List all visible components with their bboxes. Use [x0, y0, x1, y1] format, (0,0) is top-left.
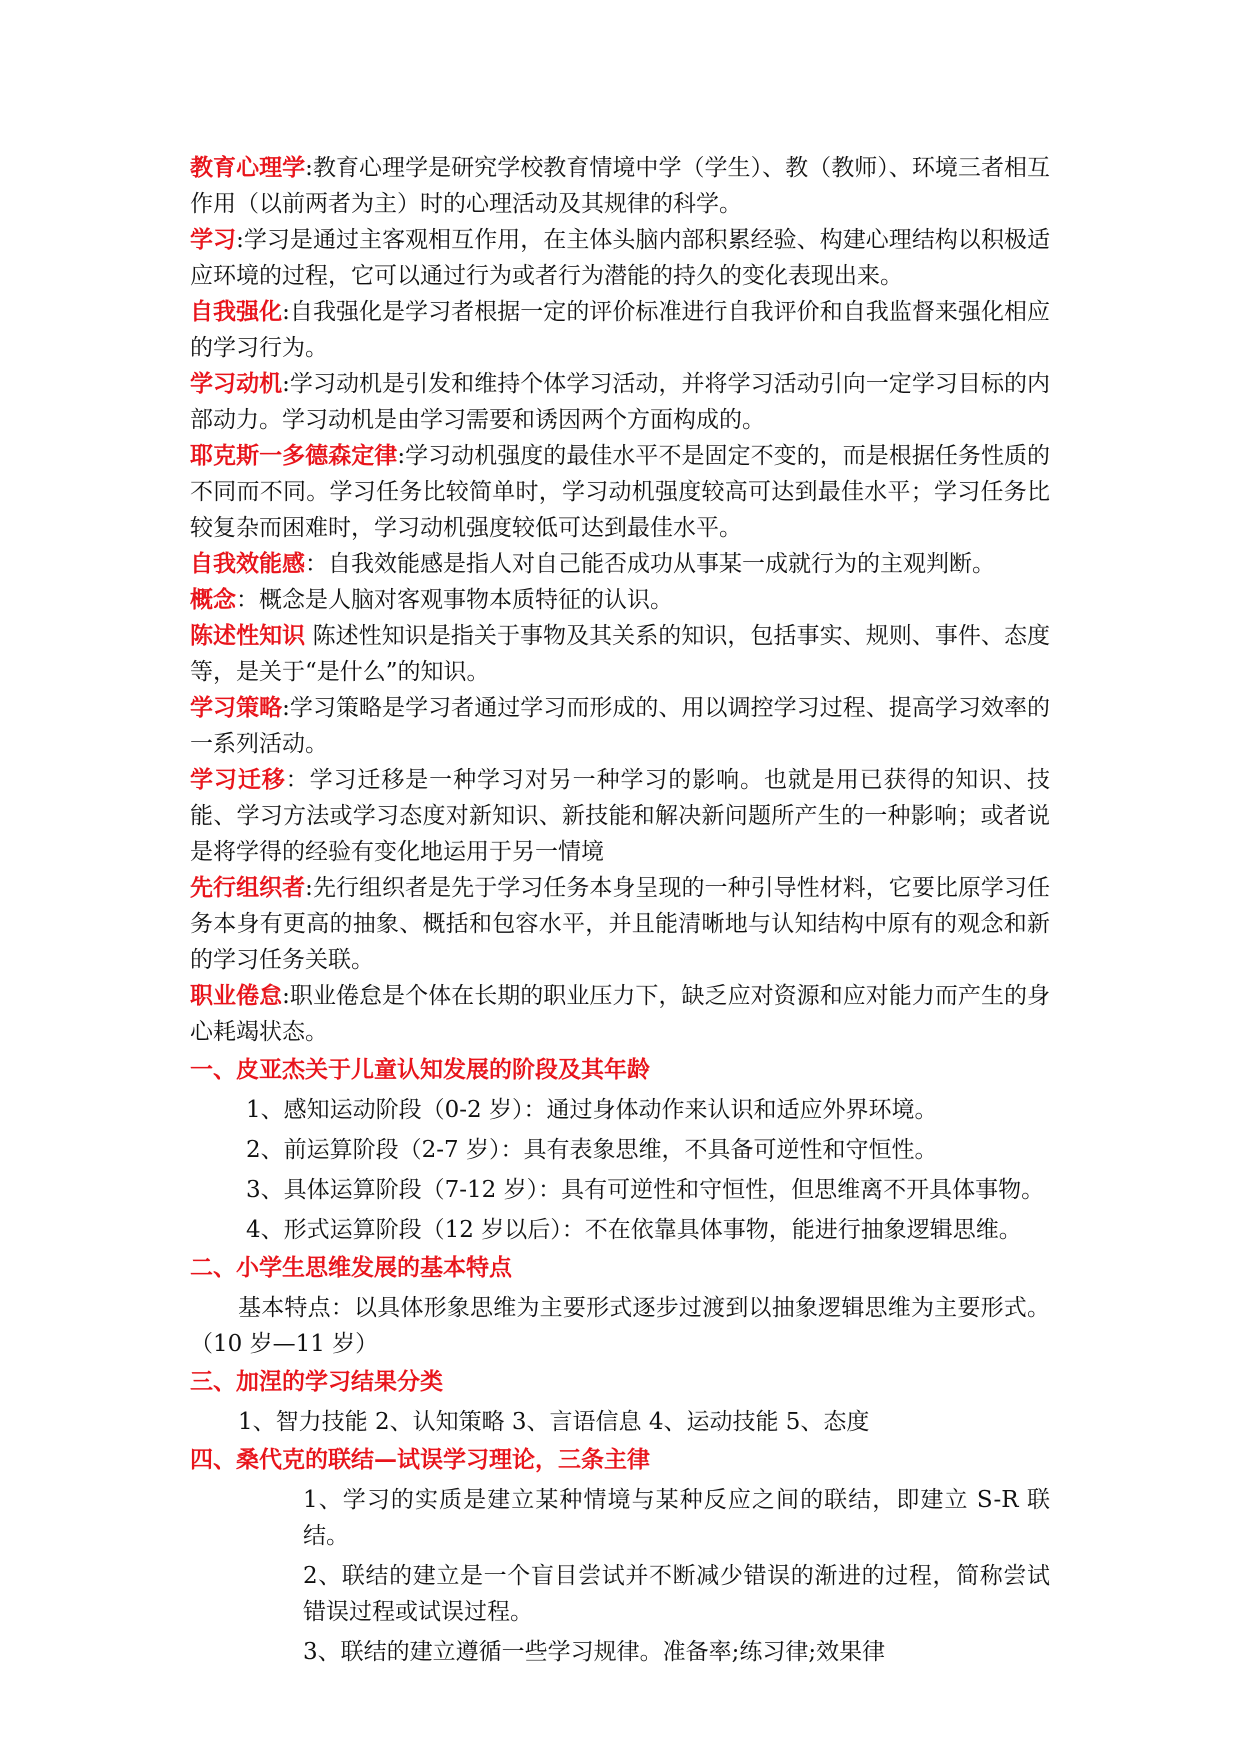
list-item: 4、形式运算阶段（12 岁以后）：不在依靠具体事物，能进行抽象逻辑思维。 [246, 1217, 1022, 1243]
definition-term: 自我强化 [190, 298, 283, 325]
definition-entry [190, 222, 1050, 294]
list-item: 2、联结的建立是一个盲目尝试并不断减少错误的渐进的过程，简称尝试错误过程或试误过程。 [303, 1563, 1050, 1625]
definition-term: 耶克斯一多德森定律 [190, 442, 398, 469]
definition-text: 学习动机强度的最佳水平不是固定不变的，而是根据任务性质的不同而不同。学习任务比较简单时，学习动机强度较高可达到最佳水平；学习任务比较复杂而困难时，学习动机强度较低可达到最佳水平。 [190, 443, 1051, 541]
definition-text: 学习迁移是一种学习对另一种学习的影响。也就是用已获得的知识、技能、学习方法或学习态度对新知识、新技能和解决新问题所产生的一种影响；或者说是将学得的经验有变化地运用于另一情境 [190, 767, 1051, 865]
definition-text: 教育心理学是研究学校教育情境中学（学生）、教（教师）、环境三者相互作用（以前两者为主）时的心理活动及其规律的科学。 [190, 155, 1051, 217]
definition-term: 学习策略 [190, 694, 283, 721]
term-separator: : [305, 875, 313, 901]
term-separator: ： [305, 551, 328, 577]
list-item: 3、联结的建立遵循一些学习规律。准备率;练习律;效果律 [303, 1639, 886, 1665]
definition-entry [190, 150, 1050, 222]
term-separator: : [236, 227, 244, 253]
definition-term: 学习 [190, 226, 237, 253]
term-separator: : [305, 155, 313, 181]
term-separator: : [397, 443, 406, 469]
term-separator: ： [285, 767, 310, 793]
definition-term: 职业倦怠 [190, 982, 283, 1009]
definition-text: 学习是通过主客观相互作用，在主体头脑内部积累经验、构建心理结构以积极适应环境的过程，它可以通过行为或者行为潜能的持久的变化表现出来。 [190, 227, 1051, 289]
document-page [190, 150, 1050, 1670]
definition-entry [190, 546, 1050, 582]
definition-term: 自我效能感 [190, 550, 305, 577]
definition-text: 学习动机是引发和维持个体学习活动，并将学习活动引向一定学习目标的内部动力。学习动机是由学习需要和诱因两个方面构成的。 [190, 371, 1051, 433]
definition-entry [190, 762, 1050, 870]
definition-text: 先行组织者是先于学习任务本身呈现的一种引导性材料，它要比原学习任务本身有更高的抽象、概括和包容水平，并且能清晰地与认知结构中原有的观念和新的学习任务关联。 [190, 875, 1051, 973]
definition-text: 概念是人脑对客观事物本质特征的认识。 [259, 587, 673, 613]
term-separator: ： [236, 587, 259, 613]
definition-entry [190, 690, 1050, 762]
definition-term: 概念 [190, 586, 236, 613]
list-item: 3、具体运算阶段（7-12 岁）：具有可逆性和守恒性，但思维离不开具体事物。 [246, 1177, 1045, 1203]
list-item: 1、学习的实质是建立某种情境与某种反应之间的联结，即建立 S-R 联结。 [303, 1487, 1050, 1549]
definition-term: 学习动机 [190, 370, 283, 397]
term-separator: : [282, 983, 290, 1009]
term-separator: : [282, 299, 290, 325]
definition-entry [190, 870, 1050, 978]
term-separator: : [282, 695, 290, 721]
definition-entry [190, 978, 1050, 1050]
section-heading: 四、桑代克的联结—试误学习理论，三条主律 [190, 1446, 650, 1473]
definition-term: 先行组织者 [190, 874, 306, 901]
definition-text: 陈述性知识是指关于事物及其关系的知识，包括事实、规则、事件、态度等，是关于“是什么”的知识。 [190, 623, 1051, 685]
section-heading: 三、加涅的学习结果分类 [190, 1368, 443, 1395]
definition-entry [190, 618, 1050, 690]
definition-entry [190, 294, 1050, 366]
definition-text: 职业倦怠是个体在长期的职业压力下，缺乏应对资源和应对能力而产生的身心耗竭状态。 [190, 983, 1051, 1045]
term-separator: : [282, 371, 290, 397]
list-item: 1、智力技能 2、认知策略 3、言语信息 4、运动技能 5、态度 [238, 1409, 870, 1435]
term-separator [305, 623, 312, 649]
list-item: 2、前运算阶段（2-7 岁）：具有表象思维，不具备可逆性和守恒性。 [246, 1137, 938, 1163]
definition-term: 教育心理学 [190, 154, 306, 181]
definition-entry [190, 582, 1050, 618]
definition-entry [190, 438, 1050, 546]
definition-text: 自我强化是学习者根据一定的评价标准进行自我评价和自我监督来强化相应的学习行为。 [190, 299, 1051, 361]
section-heading: 二、小学生思维发展的基本特点 [190, 1254, 512, 1281]
definition-term: 陈述性知识 [190, 622, 306, 649]
list-item: 1、感知运动阶段（0-2 岁）：通过身体动作来认识和适应外界环境。 [246, 1097, 938, 1123]
definition-term: 学习迁移 [190, 766, 286, 793]
definition-text: 学习策略是学习者通过学习而形成的、用以调控学习过程、提高学习效率的一系列活动。 [190, 695, 1051, 757]
definition-text: 自我效能感是指人对自己能否成功从事某一成就行为的主观判断。 [328, 551, 995, 577]
definition-entry [190, 366, 1050, 438]
section-heading: 一、皮亚杰关于儿童认知发展的阶段及其年龄 [190, 1056, 650, 1083]
list-item: 基本特点：以具体形象思维为主要形式逐步过渡到以抽象逻辑思维为主要形式。（10 岁—11 岁） [190, 1295, 1050, 1357]
